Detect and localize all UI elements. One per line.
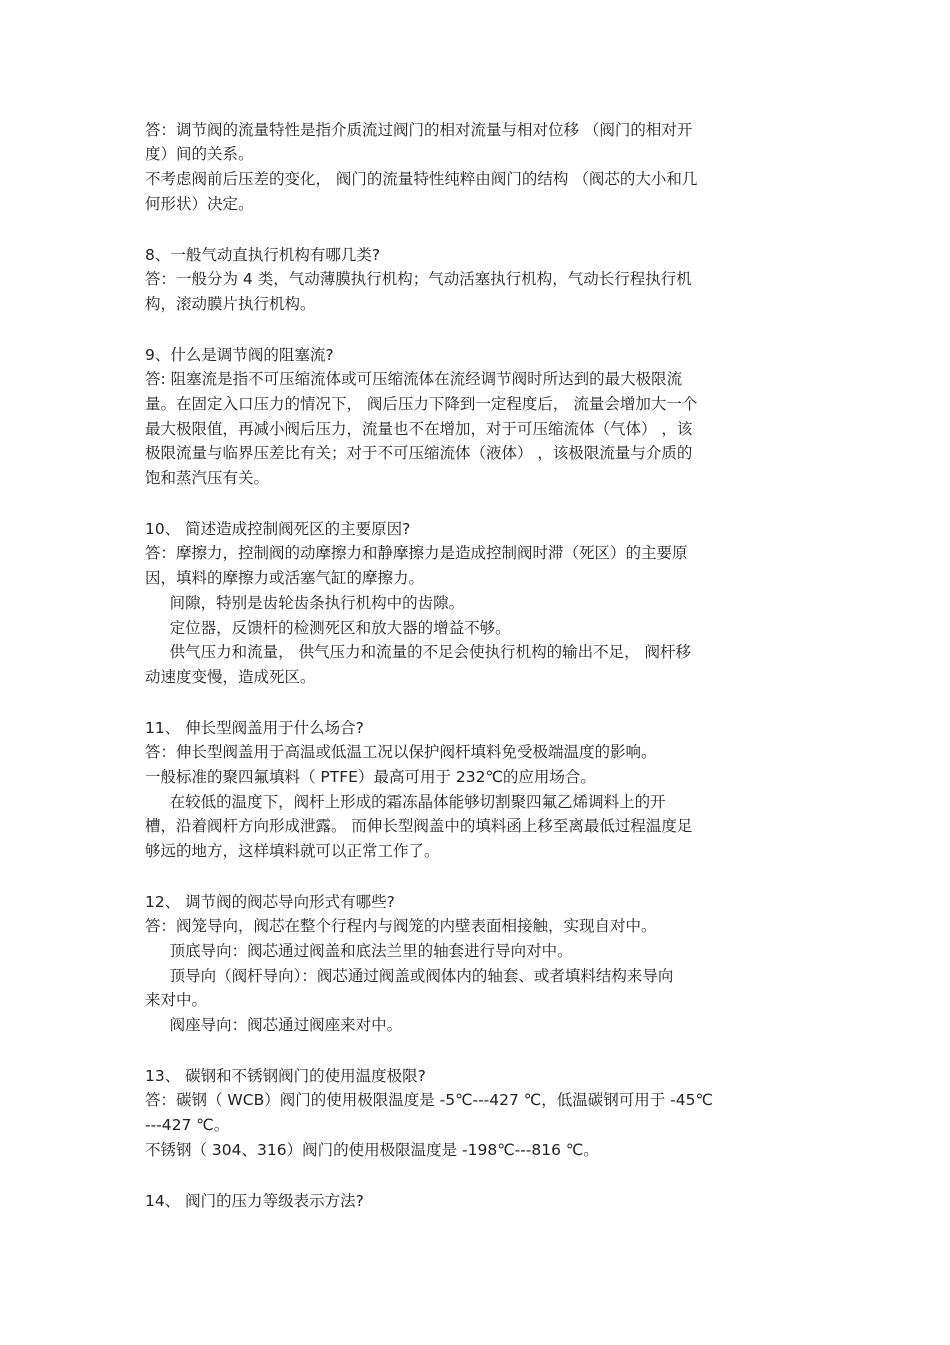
text-line: 何形状）决定。 xyxy=(145,195,254,213)
text-line: 槽，沿着阀杆方向形成泄露。 而伸长型阀盖中的填料函上移至离最低过程温度足 xyxy=(145,817,693,835)
text-line: 答: 阻塞流是指不可压缩流体或可压缩流体在流经调节阀时所达到的最大极限流 xyxy=(145,370,683,388)
text-line: 答：阀笼导向，阀芯在整个行程内与阀笼的内壁表面相接触，实现自对中。 xyxy=(145,917,657,935)
text-line: ---427 ℃。 xyxy=(145,1116,230,1134)
text-line: 度）间的关系。 xyxy=(145,145,254,163)
text-line: 答：摩擦力，控制阀的动摩擦力和静摩擦力是造成控制阀时滞（死区）的主要原 xyxy=(145,544,688,562)
text-line: 极限流量与临界压差比有关；对于不可压缩流体（液体） ，该极限流量与介质的 xyxy=(145,444,693,462)
text-line: 来对中。 xyxy=(145,991,208,1009)
text-line: 量。在固定入口压力的情况下， 阀后压力下降到一定程度后， 流量会增加大一个 xyxy=(145,395,698,413)
question-heading: 12、 调节阀的阀芯导向形式有哪些? xyxy=(145,893,395,911)
text-line: 定位器，反馈杆的检测死区和放大器的增益不够。 xyxy=(145,619,511,637)
question-heading: 14、 阀门的压力等级表示方法? xyxy=(145,1192,364,1210)
text-line: 构，滚动膜片执行机构。 xyxy=(145,295,316,313)
text-line: 答：伸长型阀盖用于高温或低温工况以保护阀杆填料免受极端温度的影响。 xyxy=(145,743,657,761)
text-line: 不锈钢（ 304、316）阀门的使用极限温度是 -198℃---816 ℃。 xyxy=(145,1141,599,1159)
question-heading: 13、 碳钢和不锈钢阀门的使用温度极限? xyxy=(145,1067,426,1085)
text-line: 答：调节阀的流量特性是指介质流过阀门的相对流量与相对位移 （阀门的相对开 xyxy=(145,121,693,139)
text-line: 因，填料的摩擦力或活塞气缸的摩擦力。 xyxy=(145,569,425,587)
text-line: 顶导向（阀杆导向）：阀芯通过阀盖或阀体内的轴套、或者填料结构来导向 xyxy=(145,967,674,985)
question-heading: 8、一般气动直执行机构有哪几类? xyxy=(145,246,381,264)
text-line: 饱和蒸汽压有关。 xyxy=(145,469,270,487)
text-line: 答：一般分为 4 类，气动薄膜执行机构；气动活塞执行机构，气动长行程执行机 xyxy=(145,270,692,288)
text-line: 顶底导向：阀芯通过阀盖和底法兰里的轴套进行导向对中。 xyxy=(145,942,573,960)
text-line: 间隙，特别是齿轮齿条执行机构中的齿隙。 xyxy=(145,594,465,612)
question-heading: 11、 伸长型阀盖用于什么场合? xyxy=(145,719,364,737)
text-line: 不考虑阀前后压差的变化， 阀门的流量特性纯粹由阀门的结构 （阀芯的大小和几 xyxy=(145,170,698,188)
text-line: 动速度变慢，造成死区。 xyxy=(145,668,316,686)
question-heading: 9、什么是调节阀的阻塞流? xyxy=(145,346,334,364)
text-line: 在较低的温度下，阀杆上形成的霜冻晶体能够切割聚四氟乙烯调料上的开 xyxy=(145,793,666,811)
text-line: 答：碳钢（ WCB）阀门的使用极限温度是 -5℃---427 ℃，低温碳钢可用于 -45℃ xyxy=(145,1091,713,1109)
text-line: 最大极限值，再减小阀后压力，流量也不在增加，对于可压缩流体（气体） ，该 xyxy=(145,420,693,438)
question-heading: 10、 简述造成控制阀死区的主要原因? xyxy=(145,520,411,538)
text-line: 一般标准的聚四氟填料（ PTFE）最高可用于 232℃的应用场合。 xyxy=(145,768,596,786)
text-line: 阀座导向：阀芯通过阀座来对中。 xyxy=(145,1016,403,1034)
text-line: 供气压力和流量， 供气压力和流量的不足会使执行机构的输出不足， 阀杆移 xyxy=(145,643,691,661)
text-line: 够远的地方，这样填料就可以正常工作了。 xyxy=(145,842,440,860)
